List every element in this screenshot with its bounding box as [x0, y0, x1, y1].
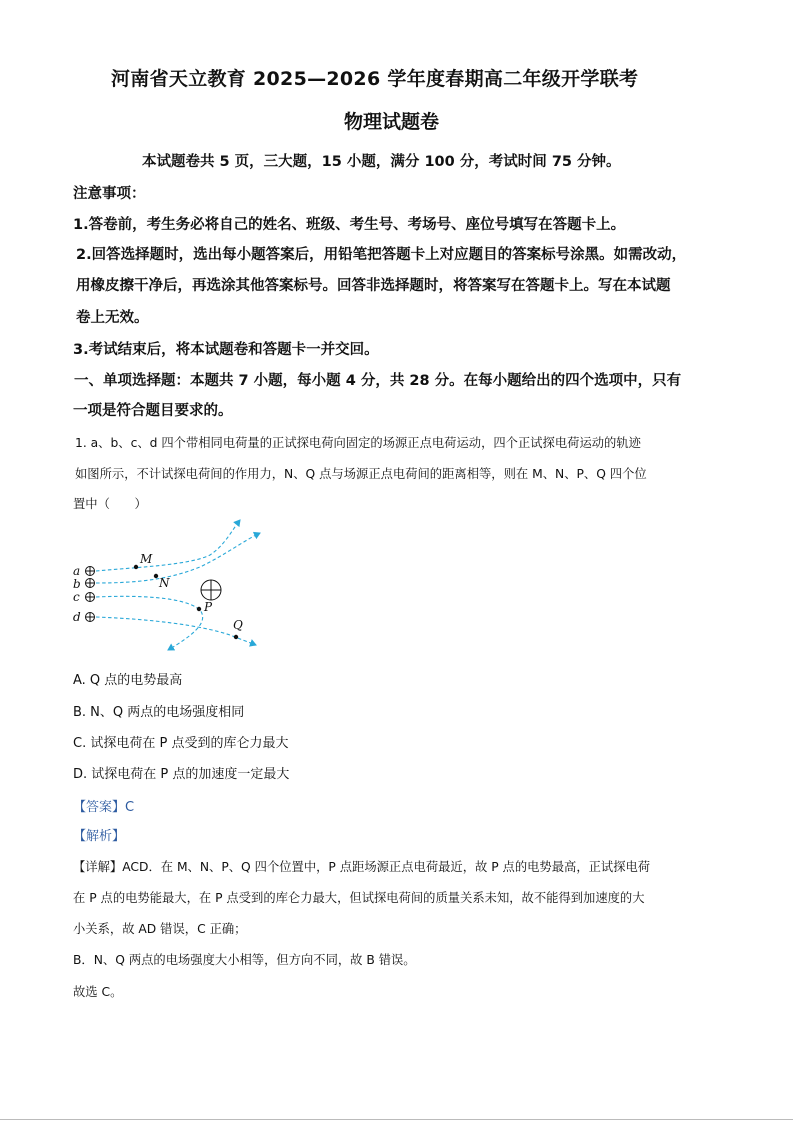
option-c: C. 试探电荷在 P 点受到的库仑力最大 [73, 736, 289, 751]
trajectory-b [96, 533, 260, 583]
detail-line-3: 小关系，故 AD 错误，C 正确； [73, 922, 247, 936]
detail-line-4: B．N、Q 两点的电场强度大小相等，但方向不同，故 B 错误。 [73, 953, 416, 967]
note-item-2-line-1: 2.回答选择题时，选出每小题答案后，用铅笔把答题卡上对应题目的答案标号涂黑。如需改动， [76, 247, 687, 263]
exam-subtitle: 物理试题卷 [344, 111, 440, 133]
note-item-3: 3.考试结束后，将本试题卷和答题卡一并交回。 [73, 342, 379, 358]
conclusion: 故选 C。 [73, 985, 123, 999]
page-bottom-divider [0, 1119, 793, 1120]
label-d: d [73, 610, 81, 624]
label-n: N [159, 576, 170, 590]
point-q [234, 635, 238, 639]
label-b: b [73, 577, 81, 591]
trajectory-a [96, 520, 240, 571]
exam-title: 河南省天立教育 2025—2026 学年度春期高二年级开学联考 [111, 68, 639, 90]
note-item-2-line-3: 卷上无效。 [76, 310, 149, 326]
point-n [154, 574, 158, 578]
note-item-2-line-2: 用橡皮擦干净后，再选涂其他答案标号。回答非选择题时，将答案写在答题卡上。写在本试题 [76, 278, 671, 294]
question-1-stem-line-1: 1. a、b、c、d 四个带相同电荷量的正试探电荷向固定的场源正点电荷运动，四个正试探电荷运动的轨迹 [75, 436, 641, 450]
trajectory-c [96, 596, 203, 650]
detail-line-2: 在 P 点的电势能最大，在 P 点受到的库仑力最大，但试探电荷间的质量关系未知，故不能得到加速度的大 [73, 891, 645, 905]
point-p [197, 607, 201, 611]
trajectory-d [96, 617, 256, 645]
point-m [134, 565, 138, 569]
answer-label: 【答案】C [73, 800, 135, 815]
label-c: c [73, 590, 80, 604]
question-1-stem-line-3: 置中（ ） [73, 497, 147, 511]
notes-heading: 注意事项： [73, 186, 146, 202]
question-1-stem-line-2: 如图所示，不计试探电荷间的作用力，N、Q 点与场源正点电荷间的距离相等，则在 M、N、P、Q 四个位 [75, 467, 647, 481]
exam-intro: 本试题卷共 5 页，三大题，15 小题，满分 100 分，考试时间 75 分钟。 [142, 154, 621, 170]
section-heading-line-2: 一项是符合题目要求的。 [73, 403, 233, 419]
section-heading-line-1: 一、单项选择题：本题共 7 小题，每小题 4 分，共 28 分。在每小题给出的四个选项中，只有 [74, 373, 682, 389]
trajectory-figure [70, 515, 270, 655]
analysis-heading: 【解析】 [73, 829, 126, 844]
detail-line-1: 【详解】ACD．在 M、N、P、Q 四个位置中，P 点距场源正点电荷最近，故 P 点的电势最高，正试探电荷 [73, 860, 651, 874]
source-charge-icon [201, 580, 221, 600]
label-q: Q [233, 618, 243, 632]
label-a: a [73, 564, 81, 578]
note-item-1: 1.答卷前，考生务必将自己的姓名、班级、考生号、考场号、座位号填写在答题卡上。 [73, 217, 626, 233]
label-p: P [204, 600, 213, 614]
option-d: D. 试探电荷在 P 点的加速度一定最大 [73, 767, 290, 782]
label-m: M [140, 552, 153, 566]
option-a: A. Q 点的电势最高 [73, 673, 183, 688]
option-b: B. N、Q 两点的电场强度相同 [73, 705, 245, 720]
